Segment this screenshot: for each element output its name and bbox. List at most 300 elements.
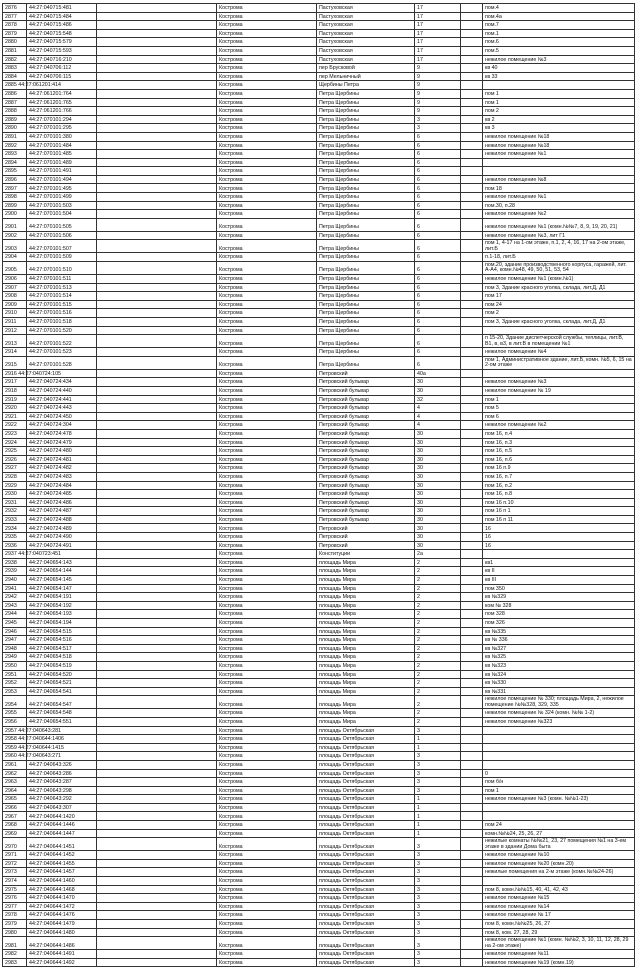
blank-cell [461,928,483,937]
blank-cell [97,950,217,959]
row-number: 2963 [3,778,27,787]
blank-cell [97,231,217,240]
cadastral-number: 44:27:040724:450 [27,412,97,421]
row-number: 2877 [3,12,27,21]
house-number: 6 [415,240,461,253]
table-row [3,619,635,628]
blank-cell [97,507,217,516]
blank-cell [461,743,483,752]
blank-cell [461,627,483,636]
table-row [3,369,635,378]
row-number: 2922 [3,421,27,430]
premises: нежилое помещение №1 (комн.№1) [483,275,635,284]
premises: кв №324 [483,670,635,679]
row-number: 2878 [3,21,27,30]
city: Кострома [217,124,317,133]
blank-cell [97,859,217,868]
street: площадь Октябрьская [317,877,415,886]
cadastral-number: 44:27:070101:507 [27,240,97,253]
row-number: 2961 [3,760,27,769]
cadastral-number: 44:27:040654:143 [27,558,97,567]
blank-cell [97,38,217,47]
cadastral-number: 44:27:040644:1479 [27,920,97,929]
blank-cell [461,184,483,193]
cadastral-number: 44:27:040724:486 [27,498,97,507]
row-number: 2971 [3,851,27,860]
row-number: 2976 [3,894,27,903]
street: Петра Щербины [317,348,415,357]
blank-cell [97,627,217,636]
row-number: 2930 [3,490,27,499]
premises: кв 3 [483,124,635,133]
house-number: 3 [415,928,461,937]
blank-cell [461,141,483,150]
table-row [3,167,635,176]
street: площадь Октябрьская [317,894,415,903]
street: Петровский бульвар [317,472,415,481]
row-number: 2891 [3,132,27,141]
table-row [3,378,635,387]
blank-cell [461,132,483,141]
blank-cell [461,253,483,262]
house-number: 3 [415,894,461,903]
blank-cell [97,4,217,13]
street: площадь Октябрьская [317,726,415,735]
table-row [3,902,635,911]
house-number: 4 [415,421,461,430]
street: площадь Мира [317,670,415,679]
blank-cell [461,231,483,240]
row-number: 2979 [3,920,27,929]
premises: кв №331 [483,687,635,696]
premises: пом 8, комн.№№15, 40, 41, 42, 43 [483,885,635,894]
row-number: 2923 [3,429,27,438]
blank-cell [461,558,483,567]
city: Кострома [217,928,317,937]
row-number: 2881 [3,46,27,55]
cadastral-number: 44:27:040643:292 [27,795,97,804]
cadastral-number: 44:27:061201:766 [27,107,97,116]
house-number: 6 [415,275,461,284]
blank-cell [97,515,217,524]
city: Кострома [217,902,317,911]
house-number: 2 [415,661,461,670]
row-number: 2972 [3,859,27,868]
city: Кострома [217,515,317,524]
premises: кв №323 [483,661,635,670]
blank-cell [97,98,217,107]
table-row [3,533,635,542]
cadastral-number: 44:27:040644:1455 [27,859,97,868]
cadastral-number: 44:27:040654:191 [27,593,97,602]
house-number: 1 [415,743,461,752]
house-number: 3 [415,885,461,894]
city: Кострома [217,38,317,47]
table-row [3,447,635,456]
blank-cell [97,210,217,219]
blank-cell [461,515,483,524]
cadastral-number: 44:27:040643:307 [27,803,97,812]
cadastral-number: 44:27:040724:481 [27,455,97,464]
blank-cell [461,752,483,761]
cadastral-number: 44:27:040644:1447 [27,829,97,838]
row-number: 2956 [3,717,27,726]
premises: кв 40 [483,64,635,73]
premises: пом.6 [483,38,635,47]
blank-cell [97,472,217,481]
street: площадь Мира [317,610,415,619]
premises: кв №329 [483,593,635,602]
table-row [3,64,635,73]
city: Кострома [217,670,317,679]
premises: пом 18 [483,184,635,193]
city: Кострома [217,868,317,877]
house-number: 1 [415,735,461,744]
street: Пастуховская [317,21,415,30]
table-row [3,610,635,619]
city: Кострома [217,201,317,210]
street: площадь Мира [317,601,415,610]
cadastral-number: 44:27:040644:1457 [27,868,97,877]
blank-cell [97,378,217,387]
property-register-table [2,3,635,967]
house-number: 30 [415,481,461,490]
blank-cell [97,132,217,141]
street: площадь Октябрьская [317,885,415,894]
cadastral-number: 44:27:061201:764 [27,89,97,98]
row-number: 2934 [3,524,27,533]
row-number: 2946 [3,627,27,636]
table-row [3,72,635,81]
house-number: 30 [415,490,461,499]
row-number: 2939 [3,567,27,576]
street: площадь Октябрьская [317,911,415,920]
blank-cell [97,829,217,838]
blank-cell [97,558,217,567]
street: Петровский бульвар [317,455,415,464]
row-number: 2926 [3,455,27,464]
premises: кв №335 [483,627,635,636]
house-number: 17 [415,46,461,55]
street: площадь Мира [317,679,415,688]
blank-cell [97,778,217,787]
blank-cell [461,29,483,38]
row-number: 2879 [3,29,27,38]
blank-cell [97,429,217,438]
blank-cell [97,275,217,284]
blank-cell [461,490,483,499]
table-row [3,584,635,593]
cadastral-number: 44:27:070101:504 [27,210,97,219]
table-row [3,812,635,821]
premises: нежилое помещение №3 (комн. №№1-23) [483,795,635,804]
row-number: 2957 44:27:040643:281 [3,726,27,735]
premises: пом.4а [483,12,635,21]
blank-cell [461,524,483,533]
house-number: 3 [415,902,461,911]
premises: пом 5 [483,404,635,413]
blank-cell [97,576,217,585]
table-row [3,141,635,150]
blank-cell [461,661,483,670]
blank-cell [97,348,217,357]
blank-cell [97,150,217,159]
street: площадь Октябрьская [317,829,415,838]
blank-cell [461,455,483,464]
house-number: 6 [415,193,461,202]
city: Кострома [217,558,317,567]
cadastral-number: 44:27:040654:548 [27,709,97,718]
street: Петровский [317,541,415,550]
cadastral-number: 44:27:061201:765 [27,98,97,107]
blank-cell [97,687,217,696]
house-number: 3 [415,851,461,860]
cadastral-number: 44:27:040724:482 [27,464,97,473]
street: Петра Щербины [317,132,415,141]
premises: кв №327 [483,644,635,653]
street: площадь Октябрьская [317,795,415,804]
blank-cell [97,821,217,830]
cadastral-number: 44:27:040715:484 [27,12,97,21]
house-number: 6 [415,231,461,240]
table-row [3,201,635,210]
house-number: 4 [415,412,461,421]
cadastral-number: 44:27:040644:1468 [27,885,97,894]
house-number: 2 [415,610,461,619]
blank-cell [461,193,483,202]
premises: нежилое помещение №1 [483,150,635,159]
premises: пом 1 [483,786,635,795]
city: Кострома [217,593,317,602]
blank-cell [461,262,483,275]
cadastral-number: 44:27:040643:286 [27,769,97,778]
house-number: 2 [415,653,461,662]
table-row [3,735,635,744]
table-row [3,455,635,464]
street: Пастуховская [317,38,415,47]
blank-cell [461,356,483,369]
premises: нежилое помещение №15 [483,894,635,903]
blank-cell [461,795,483,804]
cadastral-number: 44:27:040715:548 [27,29,97,38]
row-number: 2943 [3,601,27,610]
house-number: 2 [415,558,461,567]
premises: пом 3, Здание красного уголка, склада, лит.Д, Д1 [483,283,635,292]
cadastral-number: 44:27:040644:1460 [27,877,97,886]
row-number: 2975 [3,885,27,894]
row-number: 2952 [3,679,27,688]
house-number: 3 [415,115,461,124]
blank-cell [97,193,217,202]
street: Петра Щербины [317,309,415,318]
premises: нежилое помещение № 330; площадь Мира, 2, нежилое помещение №№328, 329, 335 [483,696,635,709]
house-number: 30 [415,455,461,464]
row-number: 2981 [3,937,27,950]
street: Пастуховская [317,12,415,21]
street: Петровский бульвар [317,438,415,447]
table-row [3,292,635,301]
table-row [3,210,635,219]
blank-cell [97,369,217,378]
blank-cell [461,709,483,718]
street: площадь Мира [317,619,415,628]
blank-cell [97,184,217,193]
row-number: 2908 [3,292,27,301]
cadastral-number: 44:27:040724:443 [27,404,97,413]
city: Кострома [217,132,317,141]
city: Кострома [217,877,317,886]
street: Пастуховская [317,55,415,64]
blank-cell [461,619,483,628]
blank-cell [97,885,217,894]
house-number: 3 [415,911,461,920]
table-row [3,348,635,357]
house-number: 3 [415,859,461,868]
blank-cell [97,868,217,877]
table-row [3,743,635,752]
row-number: 2968 [3,821,27,830]
house-number: 1 [415,795,461,804]
table-row [3,89,635,98]
row-number: 2917 [3,378,27,387]
street: Петра Щербины [317,283,415,292]
house-number: 6 [415,210,461,219]
table-row [3,240,635,253]
street: Пастуховская [317,46,415,55]
premises: пом 16 п.9 [483,464,635,473]
house-number: 3 [415,920,461,929]
city: Кострома [217,292,317,301]
street: Петра Щербины [317,335,415,348]
premises: нежилое помещение № 19 [483,386,635,395]
row-number: 2964 [3,786,27,795]
table-row [3,769,635,778]
row-number: 2920 [3,404,27,413]
cadastral-number: 44:27:070101:295 [27,124,97,133]
city: Кострома [217,894,317,903]
row-number: 2942 [3,593,27,602]
premises: кв №330 [483,679,635,688]
table-row [3,524,635,533]
street: Петровский бульвар [317,395,415,404]
table-row [3,576,635,585]
row-number: 2915 [3,356,27,369]
house-number: 2 [415,601,461,610]
premises [483,167,635,176]
blank-cell [97,201,217,210]
cadastral-number: 44:27:040724:491 [27,541,97,550]
premises: пом 16, п.7 [483,472,635,481]
cadastral-number: 44:27:040644:1476 [27,911,97,920]
blank-cell [461,821,483,830]
blank-cell [461,464,483,473]
cadastral-number: 44:27:040644:1446 [27,821,97,830]
blank-cell [461,115,483,124]
premises: ком № 328 [483,601,635,610]
row-number: 2897 [3,184,27,193]
city: Кострома [217,378,317,387]
premises [483,812,635,821]
house-number: 1 [415,829,461,838]
row-number: 2896 [3,175,27,184]
cadastral-number: 44:27:070101:484 [27,141,97,150]
city: Кострома [217,619,317,628]
street: Петра Щербины [317,300,415,309]
house-number: 2а [415,550,461,559]
house-number: 6 [415,141,461,150]
blank-cell [97,911,217,920]
table-row [3,253,635,262]
city: Кострома [217,455,317,464]
row-number: 2884 [3,72,27,81]
row-number: 2882 [3,55,27,64]
cadastral-number: 44:27:040654:193 [27,610,97,619]
blank-cell [97,283,217,292]
street: Петровский [317,533,415,542]
cadastral-number: 44:27:040654:147 [27,584,97,593]
blank-cell [461,55,483,64]
table-row [3,859,635,868]
row-number: 2941 [3,584,27,593]
blank-cell [97,812,217,821]
city: Кострома [217,81,317,90]
premises: нежилое помещение №18 [483,132,635,141]
table-row [3,593,635,602]
table-row [3,283,635,292]
premises: пом.7 [483,21,635,30]
blank-cell [97,240,217,253]
city: Кострома [217,318,317,327]
table-row [3,429,635,438]
premises: пом 350 [483,584,635,593]
row-number: 2886 [3,89,27,98]
row-number: 2974 [3,877,27,886]
premises: пом 16, п.4 [483,429,635,438]
city: Кострома [217,760,317,769]
row-number: 2893 [3,150,27,159]
blank-cell [97,421,217,430]
cadastral-number: 44:27:040715:481 [27,4,97,13]
premises: нежилое помещение №18 [483,141,635,150]
house-number: 3 [415,950,461,959]
table-row [3,218,635,231]
row-number: 2929 [3,481,27,490]
row-number: 2911 [3,318,27,327]
premises: пом 8, комн.№№25, 26, 27 [483,920,635,929]
premises: кв № 336 [483,636,635,645]
house-number: 30 [415,438,461,447]
city: Кострома [217,524,317,533]
house-number: 6 [415,201,461,210]
blank-cell [461,438,483,447]
city: Кострома [217,735,317,744]
table-row [3,175,635,184]
blank-cell [97,55,217,64]
house-number: 2 [415,679,461,688]
row-number: 2903 [3,240,27,253]
premises: нежилые помещения на 2-м этаже (комн.№№24-26) [483,868,635,877]
cadastral-number: 44:27:040724:489 [27,524,97,533]
street: Петра Щербины [317,253,415,262]
street: площадь Октябрьская [317,760,415,769]
cadastral-number: 44:27:070101:503 [27,201,97,210]
house-number: 9 [415,81,461,90]
blank-cell [461,81,483,90]
house-number: 3 [415,877,461,886]
blank-cell [97,619,217,628]
blank-cell [461,386,483,395]
premises: нежилое помещение №10 [483,851,635,860]
